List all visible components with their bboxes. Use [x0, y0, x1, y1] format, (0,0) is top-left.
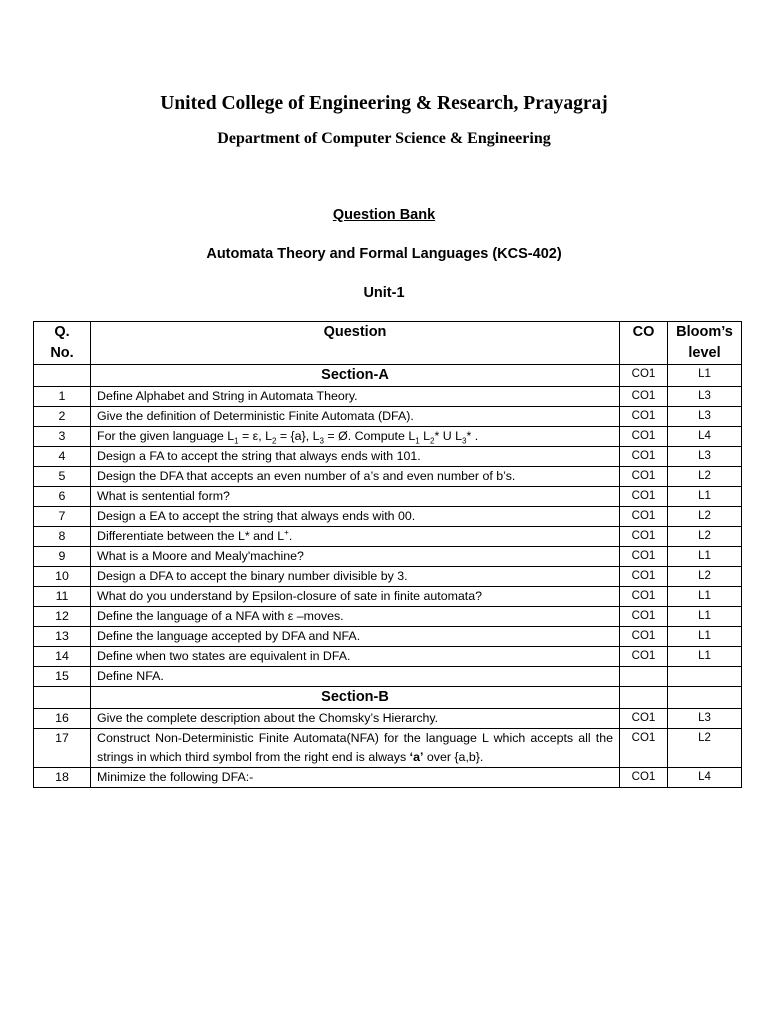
qno-cell: 3: [34, 427, 91, 447]
co-cell: [620, 667, 668, 687]
co-cell: CO1: [620, 487, 668, 507]
question-cell: Define the language accepted by DFA and NFA.: [91, 627, 620, 647]
bloom-cell: L1: [668, 627, 742, 647]
table-row: [34, 547, 742, 567]
section-b-title: Section-B: [91, 687, 620, 709]
table-row: [34, 487, 742, 507]
qno-cell: 12: [34, 607, 91, 627]
qno-cell: 13: [34, 627, 91, 647]
department-name: Department of Computer Science & Engineering: [217, 130, 551, 147]
question-cell: Define Alphabet and String in Automata Theory.: [91, 387, 620, 407]
bloom-cell: L3: [668, 709, 742, 729]
qno-cell: 6: [34, 487, 91, 507]
table-row: [34, 627, 742, 647]
co-cell: CO1: [620, 507, 668, 527]
co-cell: CO1: [620, 547, 668, 567]
co-cell: CO1: [620, 387, 668, 407]
bloom-cell: L4: [668, 427, 742, 447]
question-table: [33, 321, 742, 788]
question-cell: Construct Non-Deterministic Finite Automata(NFA) for the language L which accepts all the strings in which third symbol from the right end is always ‘a’ over {a,b}.: [91, 729, 620, 768]
question-cell: What is sentential form?: [91, 487, 620, 507]
table-row: [34, 467, 742, 487]
question-cell: Give the definition of Deterministic Finite Automata (DFA).: [91, 407, 620, 427]
co-cell: CO1: [620, 768, 668, 788]
table-row: [34, 647, 742, 667]
question-cell: Define NFA.: [91, 667, 620, 687]
qno-cell: 16: [34, 709, 91, 729]
co-cell: CO1: [620, 587, 668, 607]
doc-type-heading: Question Bank: [332, 207, 436, 223]
co-cell: CO1: [620, 627, 668, 647]
co-cell: CO1: [620, 607, 668, 627]
bloom-cell: L2: [668, 507, 742, 527]
qno-cell: 14: [34, 647, 91, 667]
bloom-cell: L4: [668, 768, 742, 788]
question-cell: Design the DFA that accepts an even number of a’s and even number of b’s.: [91, 467, 620, 487]
co-cell: CO1: [620, 427, 668, 447]
table-header-row: [34, 322, 742, 365]
qno-cell: 2: [34, 407, 91, 427]
question-cell: Differentiate between the L* and L+.: [91, 527, 620, 547]
question-cell: What is a Moore and Mealy'machine?: [91, 547, 620, 567]
question-cell: Design a FA to accept the string that always ends with 101.: [91, 447, 620, 467]
table-row: [34, 729, 742, 768]
table-row: [34, 507, 742, 527]
co-cell: CO1: [620, 447, 668, 467]
question-cell: Design a DFA to accept the binary number divisible by 3.: [91, 567, 620, 587]
table-row: [34, 667, 742, 687]
bloom-cell: L2: [668, 729, 742, 768]
question-cell: Minimize the following DFA:-: [91, 768, 620, 788]
qno-cell: 8: [34, 527, 91, 547]
bloom-cell: L3: [668, 387, 742, 407]
table-row: [34, 447, 742, 467]
table-row: [34, 427, 742, 447]
table-row: [34, 768, 742, 788]
co-cell: CO1: [620, 527, 668, 547]
co-cell: CO1: [620, 567, 668, 587]
question-cell: Define when two states are equivalent in DFA.: [91, 647, 620, 667]
bloom-cell: L2: [668, 527, 742, 547]
table-row: [34, 387, 742, 407]
qno-cell: 18: [34, 768, 91, 788]
bloom-cell: L1: [668, 647, 742, 667]
bloom-cell: L3: [668, 407, 742, 427]
bloom-cell: L1: [668, 487, 742, 507]
co-cell: CO1: [620, 709, 668, 729]
bloom-cell: L1: [668, 365, 742, 387]
co-cell: CO1: [620, 647, 668, 667]
table-row: [34, 527, 742, 547]
bloom-cell: L1: [668, 587, 742, 607]
section-a-title: Section-A: [91, 365, 620, 387]
qno-cell: 15: [34, 667, 91, 687]
unit-heading: Unit-1: [363, 285, 405, 301]
bloom-cell: L2: [668, 567, 742, 587]
table-row: [34, 587, 742, 607]
qno-cell: 11: [34, 587, 91, 607]
header-co: CO: [620, 322, 668, 365]
bloom-cell: L2: [668, 467, 742, 487]
college-name: United College of Engineering & Research, Prayagraj: [160, 93, 608, 114]
qno-cell: 1: [34, 387, 91, 407]
header-question: Question: [91, 322, 620, 365]
qno-cell: 9: [34, 547, 91, 567]
question-cell: Define the language of a NFA with ε –moves.: [91, 607, 620, 627]
qno-cell: 7: [34, 507, 91, 527]
question-cell: What do you understand by Epsilon-closure of sate in finite automata?: [91, 587, 620, 607]
qno-cell: 10: [34, 567, 91, 587]
co-cell: CO1: [620, 729, 668, 768]
header-qno: Q. No.: [34, 322, 91, 365]
table-row: [34, 607, 742, 627]
bloom-cell: L3: [668, 447, 742, 467]
section-b-row: [34, 687, 742, 709]
bloom-cell: L1: [668, 547, 742, 567]
bloom-cell: L1: [668, 607, 742, 627]
qno-cell: 4: [34, 447, 91, 467]
co-cell: CO1: [620, 365, 668, 387]
question-cell: Give the complete description about the Chomsky’s Hierarchy.: [91, 709, 620, 729]
co-cell: CO1: [620, 407, 668, 427]
header-bloom: Bloom’s level: [668, 322, 742, 365]
subject-heading: Automata Theory and Formal Languages (KCS-402): [206, 246, 562, 262]
qno-cell: 17: [34, 729, 91, 768]
qno-cell: 5: [34, 467, 91, 487]
co-cell: CO1: [620, 467, 668, 487]
table-row: [34, 407, 742, 427]
table-row: [34, 709, 742, 729]
table-row: [34, 567, 742, 587]
question-cell: For the given language $L_1 = \varepsilon$, $L_2 = \{a\}$, $L_3$ = Ø. Compute $L_1$ $L_2*$ U $L_3*$ .: [91, 427, 620, 447]
bloom-cell: [668, 667, 742, 687]
section-a-row: [34, 365, 742, 387]
question-cell: Design a EA to accept the string that always ends with 00.: [91, 507, 620, 527]
